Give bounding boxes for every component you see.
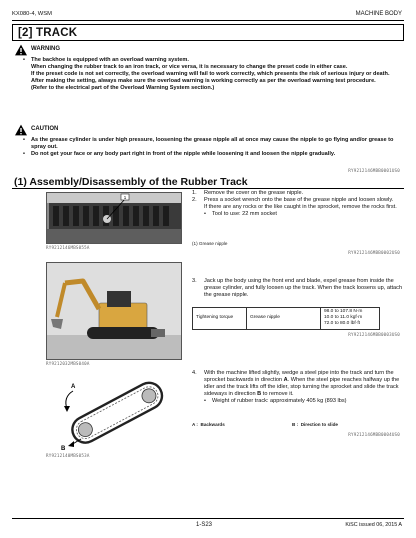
footer-divider xyxy=(12,518,404,519)
page-number: 1-S23 xyxy=(196,522,213,528)
caution-label: CAUTION xyxy=(31,126,59,133)
figure-1-id: RY9212146MBS055A xyxy=(46,245,90,250)
torque-label: Tightening torque xyxy=(193,308,247,330)
issue-info: KiSC issued 06, 2015 A xyxy=(345,522,402,528)
caution-bullet-1: • As the grease cylinder is under high pressure, loosening the grease nipple all at once may cause the nipple to go flying and/or grease to spray out. xyxy=(22,137,404,151)
figure-label-b: B xyxy=(61,446,66,452)
caution-bullet-2: • Do not get your face or any body part right in front of the nipple while loosening it and loosen the nipple gradually. xyxy=(22,151,404,158)
warning-line-2: When changing the rubber track to an iron track, or vice versa, it is necessary to change the preset code in either case. xyxy=(31,63,348,70)
page-title: [2] TRACK xyxy=(18,27,78,39)
step-1-ref-code: RY9212146MBB0002US0 xyxy=(348,250,400,255)
warning-label: WARNING xyxy=(31,46,60,53)
warning-bullet-1: • The backhoe is equipped with an overload warning system. xyxy=(22,57,404,64)
tool-spec: • Tool to use: 22 mm socket xyxy=(204,211,404,218)
step-4-ref-code: RY9212146MBB0004US0 xyxy=(348,432,400,437)
legend-backwards: Backwards xyxy=(200,422,225,427)
header-model: KX080-4, WSM xyxy=(12,11,52,17)
step-4-legend: A : Backwards B : Direction to slide xyxy=(192,422,338,427)
warning-line-3: If the preset code is not set correctly, the overload warning will fail to work correctly, which presents the risk of serious injury or death. xyxy=(31,70,390,77)
figure-label-a: A xyxy=(71,384,76,390)
track-removal-figure xyxy=(46,374,182,452)
warning-line-5: (Refer to the electrical part of the Overload Warning System section.) xyxy=(31,84,215,91)
legend-direction-to-slide: Direction to slide xyxy=(300,422,338,427)
header-section: MACHINE BODY xyxy=(355,11,402,17)
caution-triangle-icon xyxy=(14,124,28,136)
figure-2-id: RY9212032MBS040A xyxy=(46,361,90,366)
svg-text:1: 1 xyxy=(123,195,127,200)
header-divider xyxy=(12,20,404,21)
direction-b: B xyxy=(257,390,262,397)
warning-block xyxy=(14,44,404,92)
step-2-note: If there are any rocks or the like caught in the sprocket, remove the rocks first. xyxy=(204,203,397,210)
section-divider xyxy=(12,188,404,189)
warning-line-4: After making the setting, always make sure the overload warning is working correctly as per the overload warning test procedure. xyxy=(31,77,376,84)
step-3: 3. Jack up the body using the front end and blade, expel grease from inside the grease cylinder, and fully loosen up the track. When the track loosens up, attach the grease nipple. xyxy=(192,278,403,298)
torque-values: 98.0 to 107.8 N·m 10.0 to 11.0 kgf·m 72.0 to 80.0 lbf·ft xyxy=(321,308,380,330)
step-2: 2. Press a socket wrench onto the base of the grease nipple and loosen slowly. xyxy=(192,196,394,203)
steps-1-2 xyxy=(192,190,404,218)
section-title: (1) Assembly/Disassembly of the Rubber Track xyxy=(14,176,248,188)
step-3-ref-code: RY9212146MBB0003US0 xyxy=(348,332,400,337)
caution-block xyxy=(14,124,404,158)
caution-ref-code: RY9212146MBB0001US0 xyxy=(348,168,400,173)
step-4: 4. With the machine lifted slightly, wedge a steel pipe into the track and turn the sprocket backwards in direction A. When the steel pipe reaches halfway up the idler and the track lifts off the idler, stop turning the sprocket and slide the track sideways in direction B to remove it. • Weight of rubber track: approximately 405 kg (893 lbs) xyxy=(192,370,404,405)
step-1: 1. Remove the cover on the grease nipple. xyxy=(192,190,304,196)
torque-item: Grease nipple xyxy=(247,308,321,330)
warning-triangle-icon xyxy=(14,44,28,56)
grease-nipple-figure xyxy=(46,192,182,244)
direction-a: A xyxy=(283,376,288,383)
excavator-jackup-figure xyxy=(46,262,182,360)
figure-3-id: RY9212140MBS053A xyxy=(46,453,90,458)
torque-table xyxy=(192,307,380,330)
legend-grease-nipple: (1) Grease nipple xyxy=(192,241,228,246)
track-weight: • Weight of rubber track: approximately 405 kg (893 lbs) xyxy=(204,398,404,405)
